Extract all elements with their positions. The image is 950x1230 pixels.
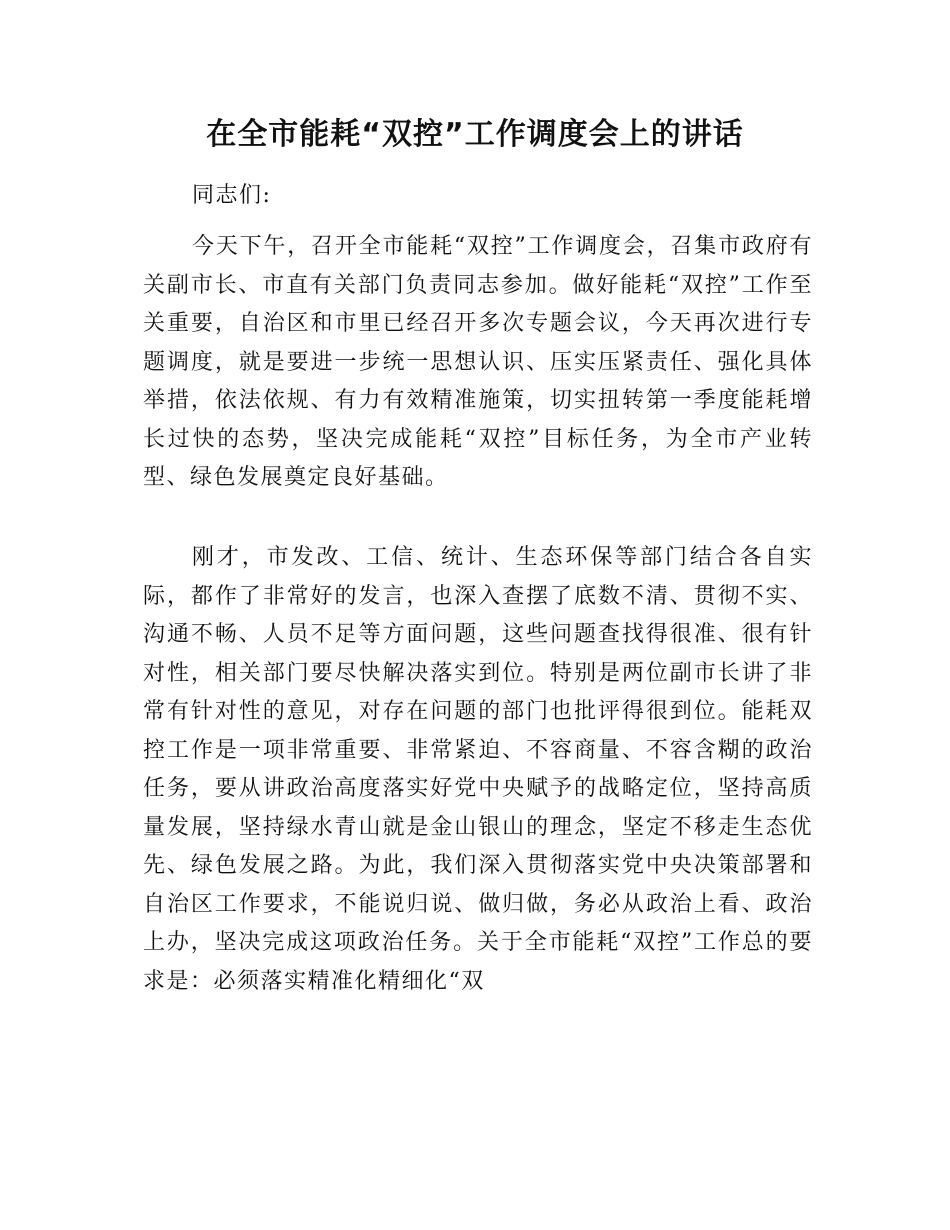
document-title: 在全市能耗“双控”工作调度会上的讲话	[206, 117, 744, 152]
salutation: 同志们:	[192, 183, 272, 208]
body-paragraph: 刚才，市发改、工信、统计、生态环保等部门结合各自实际，都作了非常好的发言，也深入查摆了底数不清、贯彻不实、沟通不畅、人员不足等方面问题，这些问题查找得很准、很有针对性，相关部门要尽快解决落实到位。特别是两位副市长讲了非常有针对性的意见，对存在问题的部门也批评得很到位。能耗双控工作是一项非常重要、非常紧迫、不容商量、不容含糊的政治任务，要从讲政治高度落实好党中央赋予的战略定位，坚持高质量发展，坚持绿水青山就是金山银山的理念，坚定不移走生态优先、绿色发展之路。为此，我们深入贯彻落实党中央决策部署和自治区工作要求，不能说归说、做归做，务必从政治上看、政治上办，坚决完成这项政治任务。关于全市能耗“双控”工作总的要求是：必须落实精准化精细化“双	[143, 545, 813, 994]
body-paragraph: 今天下午，召开全市能耗“双控”工作调度会，召集市政府有关副市长、市直有关部门负责同志参加。做好能耗“双控”工作至关重要，自治区和市里已经召开多次专题会议，今天再次进行专题调度，就是要进一步统一思想认识、压实压紧责任、强化具体举措，依法依规、有力有效精准施策，切实扭转第一季度能耗增长过快的态势，坚决完成能耗“双控”目标任务，为全市产业转型、绿色发展奠定良好基础。	[143, 234, 813, 490]
